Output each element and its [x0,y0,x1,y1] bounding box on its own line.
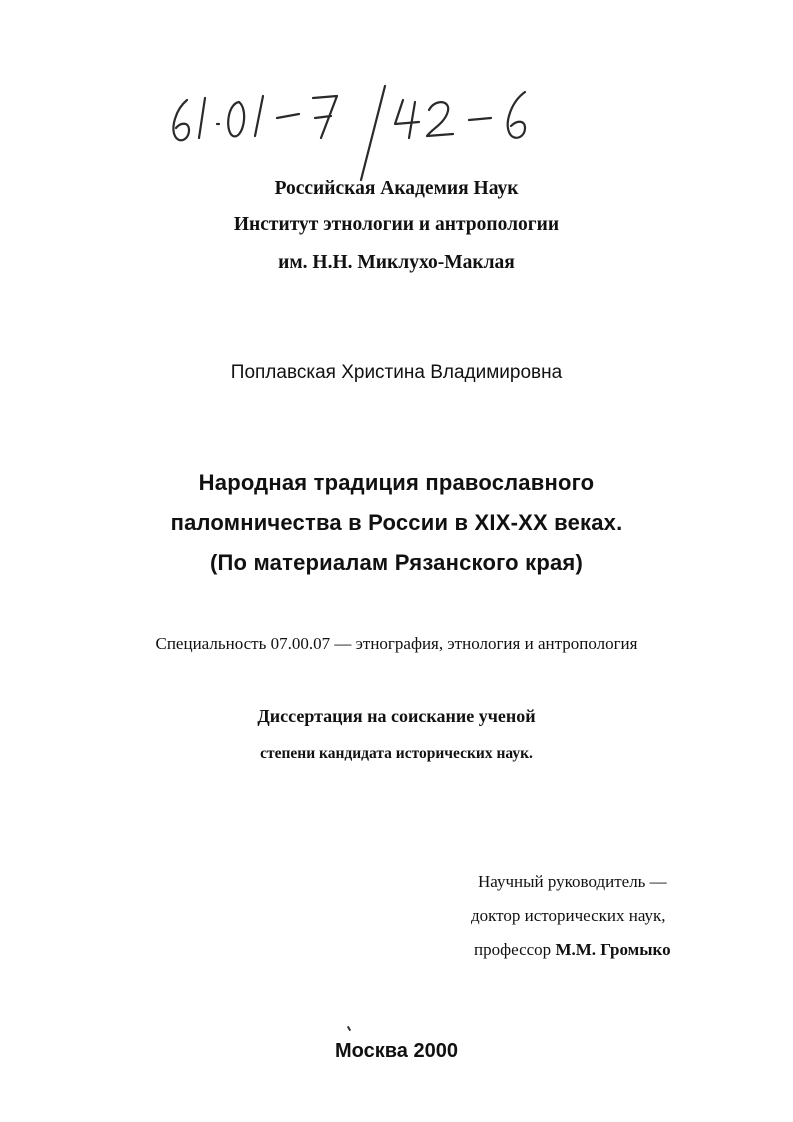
advisor-degree: доктор исторических наук, [471,906,666,925]
thesis-title-line-3: (По материалам Рязанского края) [210,550,583,575]
institute-honorific: им. Н.Н. Миклухо-Маклая [278,252,515,273]
scan-mark [347,1026,351,1031]
advisor-role: Научный руководитель — [478,872,667,891]
thesis-title-line-1: Народная традиция православного [198,470,595,495]
dissertation-line-2: степени кандидата исторических наук. [260,745,533,762]
academy-name: Российская Академия Наук [274,178,519,199]
advisor-name-line [474,940,671,960]
dissertation-line-1: Диссертация на соискание ученой [257,706,536,726]
specialty-line: Специальность 07.00.07 — этнография, этнология и антропология [155,634,638,653]
institute-name: Институт этнологии и антропологии [233,214,560,235]
thesis-title-line-2: паломничества в России в XIX-XX веках. [170,510,623,535]
author-name: Поплавская Христина Владимировна [230,362,563,383]
city-year: Москва 2000 [335,1040,458,1062]
handwritten-archive-code [165,80,585,190]
advisor-name: М.М. Громыко [555,940,671,959]
advisor-title: профессор [474,940,552,959]
